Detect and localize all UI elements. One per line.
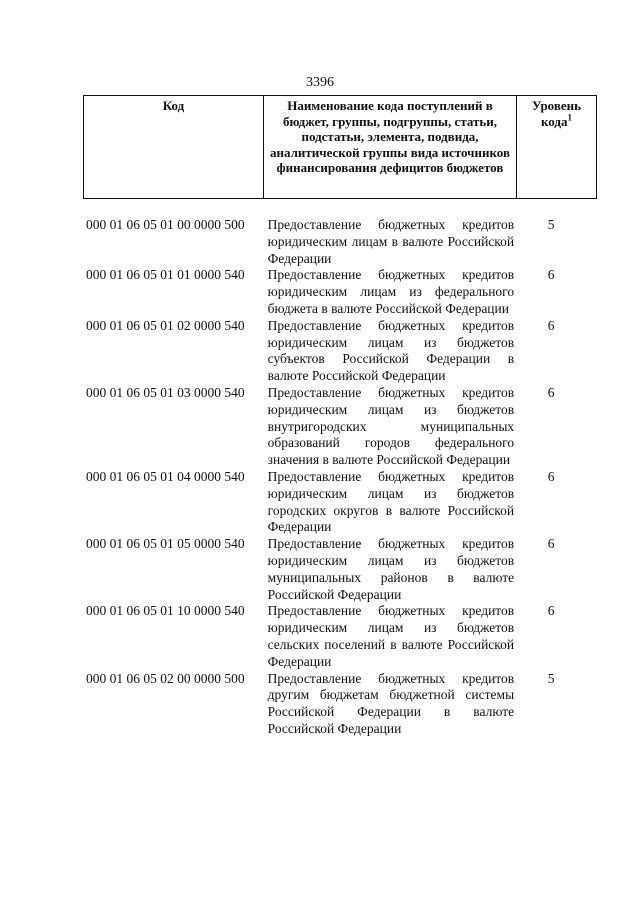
header-code-label: Код bbox=[162, 98, 185, 113]
row-code: 000 01 06 05 01 02 0000 540 bbox=[86, 317, 245, 333]
header-name bbox=[264, 96, 517, 199]
row-code: 000 01 06 05 01 04 0000 540 bbox=[86, 468, 245, 484]
row-name: Предоставление бюджетных кредитов юридическим лицам из бюджетов субъектов Российской Федерации в валюте Российской Федерации bbox=[267, 317, 515, 384]
row-level: 5 bbox=[547, 670, 555, 686]
row-level: 5 bbox=[547, 217, 555, 232]
row-code: 000 01 06 05 02 00 0000 500 bbox=[86, 670, 245, 686]
table-row bbox=[86, 469, 586, 536]
table-row bbox=[86, 267, 586, 317]
row-level: 6 bbox=[547, 536, 555, 552]
row-level: 6 bbox=[547, 317, 555, 333]
row-code: 000 01 06 05 01 00 0000 500 bbox=[86, 217, 245, 232]
row-level: 6 bbox=[547, 468, 555, 484]
row-level: 6 bbox=[547, 267, 555, 283]
row-code: 000 01 06 05 01 03 0000 540 bbox=[86, 384, 245, 400]
header-name-label: Наименование кода поступлений в бюджет, группы, подгруппы, статьи, подстатьи, элемента, подвида, аналитической группы вида источников финансирования дефицитов бюджетов bbox=[270, 98, 510, 175]
header-level bbox=[517, 96, 597, 199]
header-code bbox=[84, 96, 264, 199]
table-row bbox=[86, 671, 586, 738]
row-level: 6 bbox=[547, 384, 555, 400]
row-level: 6 bbox=[547, 603, 555, 619]
row-code: 000 01 06 05 01 05 0000 540 bbox=[86, 536, 245, 552]
row-name: Предоставление бюджетных кредитов юридическим лицам в валюте Российской Федерации bbox=[267, 217, 515, 266]
row-name: Предоставление бюджетных кредитов юридическим лицам из бюджетов сельских поселений в валюте Российской Федерации bbox=[267, 603, 515, 669]
table-row bbox=[86, 603, 586, 670]
page-number: 3396 bbox=[306, 75, 334, 90]
row-name: Предоставление бюджетных кредитов юридическим лицам из федерального бюджета в валюте Российской Федерации bbox=[267, 267, 515, 316]
row-name: Предоставление бюджетных кредитов юридическим лицам из бюджетов внутригородских муниципальных образований городов федерального значения в валюте Российской Федерации bbox=[267, 384, 515, 468]
row-name: Предоставление бюджетных кредитов юридическим лицам из бюджетов муниципальных районов в валюте Российской Федерации bbox=[267, 536, 515, 602]
table-header bbox=[83, 95, 597, 199]
table-body bbox=[86, 217, 586, 738]
table-row bbox=[86, 217, 586, 267]
row-name: Предоставление бюджетных кредитов юридическим лицам из бюджетов городских округов в валюте Российской Федерации bbox=[267, 468, 515, 535]
table-row bbox=[86, 385, 586, 469]
footnote-marker: 1 bbox=[567, 112, 573, 123]
row-name: Предоставление бюджетных кредитов другим бюджетам бюджетной системы Российской Федерации в валюте Российской Федерации bbox=[267, 670, 515, 736]
table-row bbox=[86, 536, 586, 603]
row-code: 000 01 06 05 01 10 0000 540 bbox=[86, 603, 245, 619]
header-level-label: Уровень кода bbox=[531, 98, 582, 129]
table-row bbox=[86, 318, 586, 385]
row-code: 000 01 06 05 01 01 0000 540 bbox=[86, 267, 245, 283]
